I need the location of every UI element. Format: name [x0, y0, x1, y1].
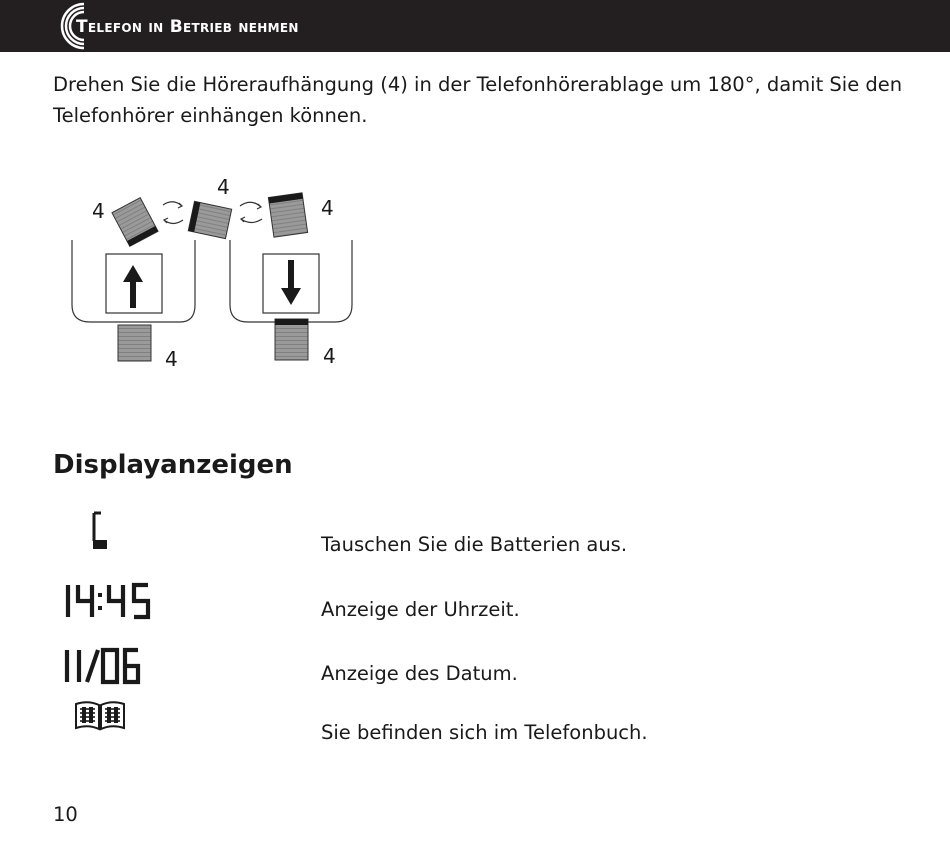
hook-slot-right — [275, 319, 308, 360]
time-display-icon — [58, 580, 153, 622]
row-text: Sie befinden sich im Telefonbuch. — [321, 721, 648, 744]
page-number: 10 — [53, 803, 78, 826]
intro-paragraph: Drehen Sie die Höreraufhängung (4) in der Telefonhörerablage um 180°, damit Sie den Telefonhörer einhängen können. — [53, 73, 903, 127]
row-text: Tauschen Sie die Batterien aus. — [321, 533, 628, 556]
handset-hook-figure — [60, 165, 370, 375]
figure-label: 4 — [165, 347, 178, 371]
hook-slot-left — [118, 325, 151, 361]
figure-label: 4 — [92, 199, 105, 223]
row-text: Anzeige des Datum. — [321, 662, 518, 685]
page-title: Telefon in Betrieb nehmen — [76, 17, 299, 37]
figure-label: 4 — [217, 175, 230, 199]
section-title: Displayanzeigen — [53, 450, 293, 480]
figure-label: 4 — [321, 196, 334, 220]
hook-piece-3 — [268, 193, 307, 237]
date-display-icon — [58, 645, 158, 687]
arrows-2 — [240, 202, 262, 222]
arrows-1 — [163, 202, 183, 224]
row-text: Anzeige der Uhrzeit. — [321, 598, 520, 621]
header-bar — [0, 0, 950, 52]
hook-piece-1 — [112, 198, 158, 247]
figure-label: 4 — [323, 344, 336, 368]
phonebook-icon — [72, 698, 128, 732]
battery-low-icon — [88, 510, 112, 552]
hook-piece-2 — [188, 201, 231, 238]
